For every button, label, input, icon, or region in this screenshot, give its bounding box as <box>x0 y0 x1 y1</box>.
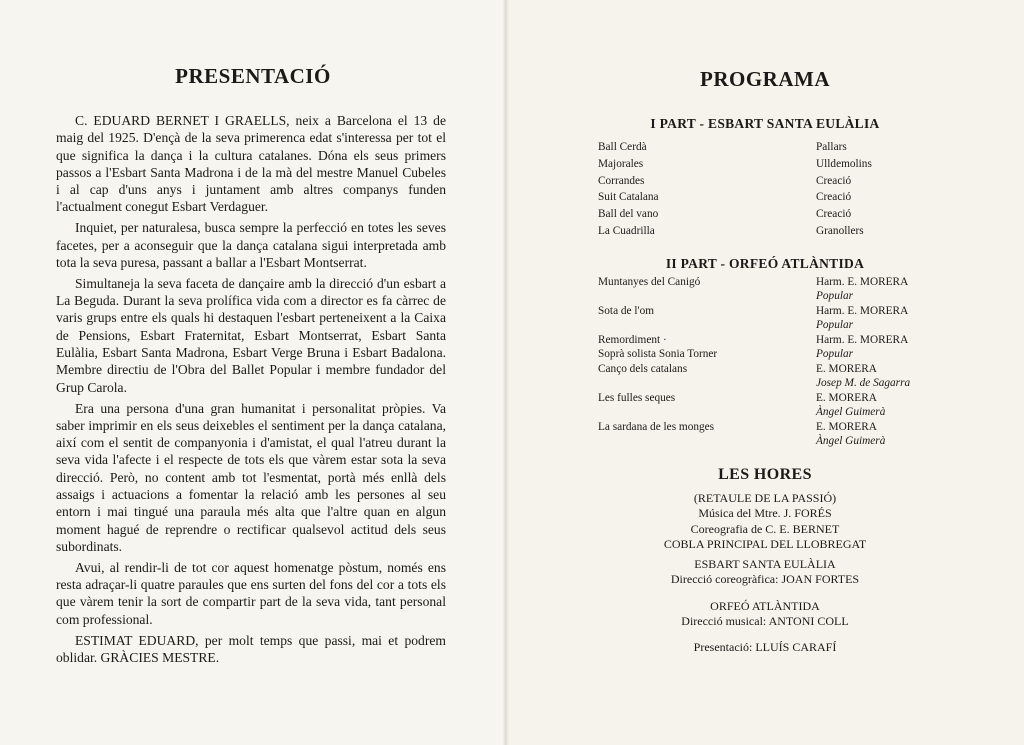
piece-name: Ball Cerdà <box>598 141 647 153</box>
esbart-credits <box>506 557 1024 588</box>
list-item <box>598 189 928 206</box>
piece-name: Suit Catalana <box>598 191 659 204</box>
paragraph-4: Era una persona d'una gran humanitat i personalitat pròpies. Va saber imprimir en els seus deixebles el sentiment per la dança catalana, així com el sentit de companyonia i d'amistat, el qual l'atreu durant la seva vida l'afecte i el respecte de tots els que vàrem estar sota la seva direcció. Però, no content amb tot l'esmentat, portà més enllà dels assaigs i actuacions a fomentar la relació amb les persones al seu entorn i mai tingué una paraula més alta que l'altre quan en algun moment hagué de reprendre o rectificar qualsevol actitud dels seus subordinats. <box>56 400 446 554</box>
piece-name: La sardana de les monges <box>598 421 715 433</box>
page-fold <box>503 0 509 745</box>
piece-credit <box>816 305 938 334</box>
credit-line: COBLA PRINCIPAL DEL LLOBREGAT <box>663 537 867 552</box>
paragraph-6: ESTIMAT EDUARD, per molt temps que passi, mai et podrem oblidar. GRÀCIES MESTRE. <box>56 632 446 665</box>
piece-credit: Ulldemolins <box>816 157 872 170</box>
credit-line: Presentació: LLUÍS CARAFÍ <box>693 640 837 654</box>
credit-arranger: E. MORERA <box>816 363 877 375</box>
credit-arranger: E. MORERA <box>816 421 877 433</box>
credit-line: Direcció coreogràfica: JOAN FORTES <box>670 572 860 587</box>
list-item <box>598 305 938 334</box>
credit-line: ORFEÓ ATLÀNTIDA <box>710 599 820 613</box>
piece-name: Majorales <box>598 157 644 170</box>
piece-credit: Creació <box>816 208 852 221</box>
credit-line: Música del Mtre. J. FORÉS <box>698 506 832 521</box>
list-item <box>598 206 928 223</box>
piece-credit <box>816 276 938 305</box>
credit-source: Àngel Guimerà <box>816 405 886 418</box>
piece-credit <box>816 363 938 392</box>
credit-source: Àngel Guimerà <box>816 434 886 447</box>
credit-line: ESBART SANTA EULÀLIA <box>694 557 836 571</box>
presentacio-text <box>56 112 446 670</box>
les-hores-title: LES HORES <box>718 466 812 483</box>
paragraph-1: C. EDUARD BERNET I GRAELLS, neix a Barcelona el 13 de maig del 1925. D'ençà de la seva primerenca edat s'interessa per tot el que significa la dança i la cultura catalanes. Dóna els seus primers passos a l'Esbart Santa Madrona i de la mà del mestre Manuel Cubeles i al cap d'uns anys i juntament amb altres companys funden l'actualment conegut Esbart Verdaguer. <box>56 113 446 215</box>
credit-line: Direcció musical: ANTONI COLL <box>681 614 849 629</box>
list-item <box>598 392 938 421</box>
piece-credit <box>816 392 938 421</box>
credit-arranger: Harm. E. MORERA <box>816 276 909 288</box>
piece-credit: Granollers <box>816 224 864 237</box>
paragraph-2: Inquiet, per naturalesa, busca sempre la perfecció en totes les seves facetes, per a aconseguir que la dança catalana sigui interpretada amb tota la seva puresa, passant a ballar a l'Esbart Montserrat. <box>56 220 446 270</box>
piece-credit: Creació <box>816 191 852 204</box>
list-item <box>598 223 928 240</box>
paragraph-3: Simultaneja la seva faceta de dançaire amb la direcció d'un esbart a La Beguda. Durant la seva prolífica vida com a director es fa càrrec de varis grups entre els quals hi destaquen l'esbart perteneixent a la Caixa de Pensions, Esbart Fraternitat, Esbart Montserrat, Esbart Santa Eulàlia, Esbart Santa Madrona, Esbart Verge Bruna i Esbart Badalona. Membre directiu de l'Obra del Ballet Popular i membre fundador del Grup Carola. <box>56 275 446 395</box>
part2-heading: II PART - ORFEÓ ATLÀNTIDA <box>665 256 865 271</box>
credit-line: Coreografia de C. E. BERNET <box>690 521 840 536</box>
credit-arranger: E. MORERA <box>816 392 877 404</box>
piece-name: Muntanyes del Canigó <box>598 276 701 288</box>
presenter-credit <box>506 640 1024 655</box>
credit-source: Popular <box>816 289 854 302</box>
piece-credit <box>816 334 938 363</box>
list-item <box>598 421 938 450</box>
piece-name: La Cuadrilla <box>598 224 655 237</box>
piece-name: Sota de l'om <box>598 305 655 317</box>
piece-name: Corrandes <box>598 174 645 187</box>
piece-name: Canço dels catalans <box>598 363 688 375</box>
piece-credit: Creació <box>816 174 852 187</box>
list-item <box>598 276 938 305</box>
piece-credit <box>816 421 938 450</box>
piece-credit: Pallars <box>816 141 847 153</box>
piece-name: Remordiment · Soprà solista Sonia Torner <box>598 334 718 360</box>
list-item <box>598 334 938 363</box>
presentacio-title: PRESENTACIÓ <box>175 64 331 88</box>
les-hores-credits <box>506 491 1024 553</box>
list-item <box>598 139 928 156</box>
list-item <box>598 156 928 173</box>
part1-heading: I PART - ESBART SANTA EULÀLIA <box>650 116 880 131</box>
part1-list <box>598 139 928 240</box>
orfeo-credits <box>506 599 1024 630</box>
part2-list <box>598 276 938 450</box>
credit-source: Popular <box>816 347 854 360</box>
credit-arranger: Harm. E. MORERA <box>816 305 909 317</box>
list-item <box>598 363 938 392</box>
programa-title: PROGRAMA <box>700 67 830 91</box>
paragraph-5: Avui, al rendir-li de tot cor aquest homenatge pòstum, només ens resta adraçar-li quatre paraules que ens surten del fons del cor a tots els que vàrem tenir la sort de compartir part de la seva vida, tant personal com professional. <box>56 559 446 627</box>
credit-source: Popular <box>816 318 854 331</box>
list-item <box>598 173 928 190</box>
piece-name: Les fulles seques <box>598 392 676 404</box>
piece-name: Ball del vano <box>598 208 659 221</box>
credit-arranger: Harm. E. MORERA <box>816 334 909 346</box>
credit-line: (RETAULE DE LA PASSIÓ) <box>693 491 837 505</box>
credit-source: Josep M. de Sagarra <box>816 376 911 389</box>
